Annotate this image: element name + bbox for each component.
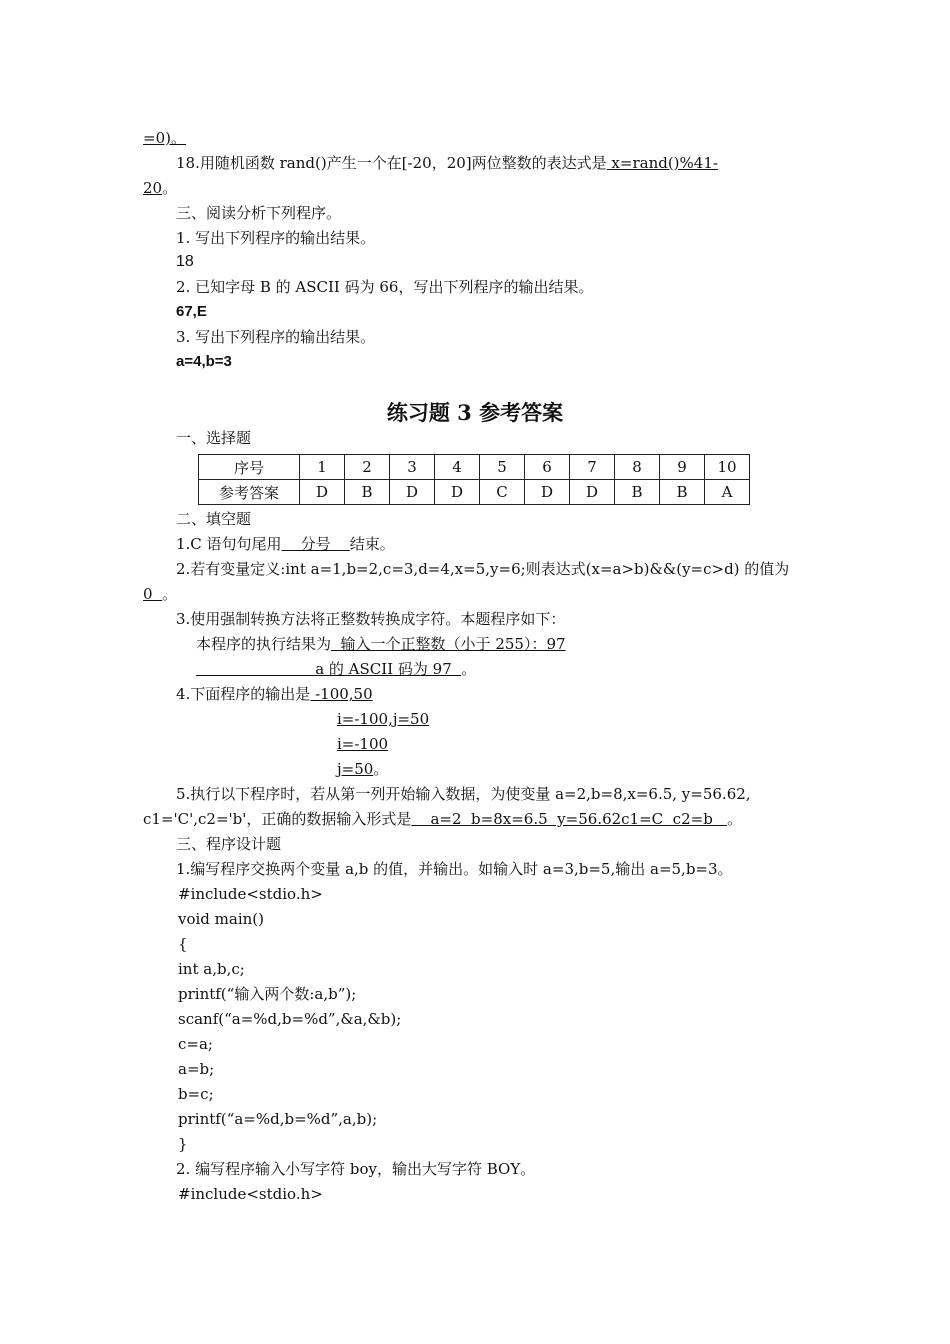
fill-answer-4-line1: -100,50 [310,685,373,703]
code-line: b=c; [178,1085,214,1103]
code-line: } [178,1135,188,1153]
table-cell: 5 [480,455,525,480]
code-line: { [178,935,188,953]
fill-question-3-end: 。 [461,660,477,678]
code-line: c=a; [178,1035,213,1053]
code-line: scanf(“a=%d,b=%d”,&a,&b); [178,1010,402,1028]
code-line: printf(“a=%d,b=%d”,a,b); [178,1110,378,1128]
table-cell: B [615,480,660,505]
code-line: void main() [178,910,265,928]
code-line: int a,b,c; [178,960,245,978]
table-cell: D [435,480,480,505]
table-cell: D [525,480,570,505]
fill-question-4-end: 。 [373,760,389,778]
table-header-number: 序号 [199,455,300,480]
question-18 [176,153,718,173]
answer-table [198,454,750,505]
fill-question-3-result [196,634,566,654]
table-cell: B [660,480,705,505]
section-3-heading: 三、阅读分析下列程序。 [176,204,342,222]
read-question-1: 1. 写出下列程序的输出结果。 [176,229,376,247]
fill-answer-4-line3: i=-100 [337,735,389,753]
table-header-answer: 参考答案 [199,480,300,505]
table-cell: 9 [660,455,705,480]
table-cell: D [570,480,615,505]
fill-question-5-end: 。 [727,810,743,828]
table-cell: 2 [345,455,390,480]
table-cell: 10 [705,455,750,480]
fill-question-5-text: c1='C',c2='b'，正确的数据输入形式是 [143,810,412,828]
fill-question-4-text: 4.下面程序的输出是 [176,685,311,703]
read-question-3: 3. 写出下列程序的输出结果。 [176,328,376,346]
read-answer-2: 67,E [176,303,207,320]
program-question-2: 2. 编写程序输入小写字符 boy，输出大写字符 BOY。 [176,1160,536,1178]
table-cell: D [390,480,435,505]
table-cell: 1 [300,455,345,480]
table-cell: D [300,480,345,505]
question-18-answer-cont: 20 [143,179,163,197]
read-answer-1: 18 [176,253,194,270]
read-question-2: 2. 已知字母 B 的 ASCII 码为 66，写出下列程序的输出结果。 [176,278,594,296]
table-cell: C [480,480,525,505]
fill-question-2-cont [143,584,177,604]
question-18-text: 18.用随机函数 rand()产生一个在[-20，20]两位整数的表达式是 [176,154,607,172]
continuation-line [143,128,186,148]
program-question-1: 1.编写程序交换两个变量 a,b 的值，并输出。如输入时 a=3,b=5,输出 a=5,b=3。 [176,860,733,878]
fill-answer-4-line3-wrap [337,734,388,754]
fill-answer-4-line2-wrap [337,709,429,729]
table-cell: 8 [615,455,660,480]
fill-answer-4-line4-wrap [337,759,388,779]
question-18-cont [143,178,177,198]
fill-question-1-end: 结束。 [349,535,395,553]
table-row-answers [199,480,750,505]
section-2-heading: 二、填空题 [176,510,252,528]
fill-answer-4-line4: j=50 [337,760,374,778]
fill-answer-4-line2: i=-100,j=50 [337,710,430,728]
code-line: #include<stdio.h> [178,1185,323,1203]
code-line: a=b; [178,1060,215,1078]
fill-question-1-text: 1.C 语句句尾用 [176,535,282,553]
continuation-answer: =0)。 [143,129,186,147]
code-line: #include<stdio.h> [178,885,323,903]
fill-answer-1: 分号 [281,535,350,553]
table-cell: B [345,480,390,505]
page-title: 练习题 3 参考答案 [386,400,564,425]
fill-answer-2: 0 [143,585,163,603]
fill-answer-3-line1: 输入一个正整数（小于 255）：97 [331,635,566,653]
fill-question-3: 3.使用强制转换方法将正整数转换成字符。本题程序如下： [176,610,566,628]
table-cell: 6 [525,455,570,480]
table-cell: 4 [435,455,480,480]
section-1-heading: 一、选择题 [176,429,252,447]
fill-question-2-end: 。 [162,585,178,603]
fill-question-1 [176,534,395,554]
table-cell: 7 [570,455,615,480]
table-cell: A [705,480,750,505]
question-18-end: 。 [162,179,178,197]
read-answer-3: a=4,b=3 [176,353,232,370]
fill-question-2: 2.若有变量定义:int a=1,b=2,c=3,d=4,x=5,y=6;则表达式(x=a>b)&&(y=c>d) 的值为 [176,560,790,578]
section-3-design-heading: 三、程序设计题 [176,835,282,853]
question-18-answer: x=rand()%41- [606,154,718,172]
fill-question-3-result-label: 本程序的执行结果为 [196,635,332,653]
fill-answer-5: a=2 b=8x=6.5 y=56.62c1=C c2=b [411,810,728,828]
table-cell: 3 [390,455,435,480]
code-line: printf(“输入两个数:a,b”); [178,985,357,1003]
fill-question-5-cont [143,809,742,829]
fill-question-4 [176,684,373,704]
table-row-numbers [199,455,750,480]
fill-question-5: 5.执行以下程序时，若从第一列开始输入数据，为使变量 a=2,b=8,x=6.5, y=56.62, [176,785,751,803]
fill-question-3-result-cont [196,659,476,679]
fill-answer-3-line2: a 的 ASCII 码为 97 [196,660,462,678]
